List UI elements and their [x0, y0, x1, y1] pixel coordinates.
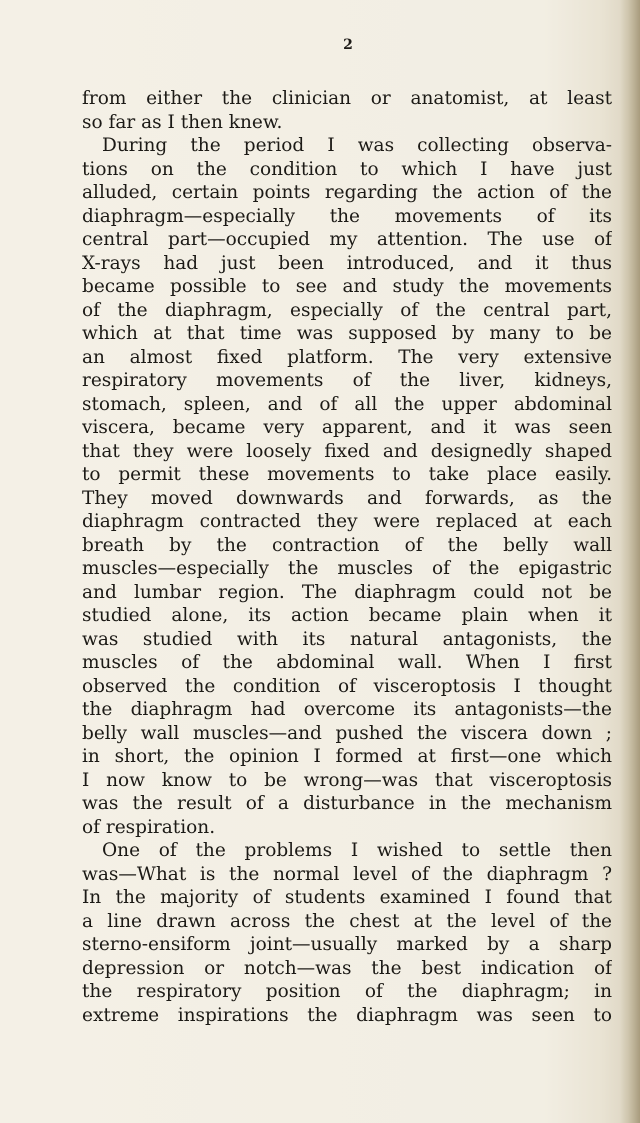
text-line: muscles—especially the muscles of the epigastric [82, 558, 612, 579]
text-line: tions on the condition to which I have just [82, 158, 612, 180]
text-line: muscles of the abdominal wall. When I first [82, 652, 612, 673]
text-line: diaphragm contracted they were replaced at each [82, 511, 612, 532]
text-line: a line drawn across the chest at the level of the [82, 910, 612, 932]
text-line: extreme inspirations the diaphragm was seen to [82, 1004, 612, 1026]
text-line: breath by the contraction of the belly wall [82, 534, 612, 556]
text-line: central part—occupied my attention. The use of [82, 229, 612, 250]
text-line: from either the clinician or anatomist, at least [82, 88, 612, 109]
text-line: which at that time was supposed by many to be [82, 323, 612, 344]
text-line: of the diaphragm, especially of the central part, [82, 299, 612, 321]
text-line: respiratory movements of the liver, kidneys, [82, 370, 612, 391]
body-text [82, 87, 612, 1027]
text-line: During the period I was collecting observa- [102, 135, 612, 156]
text-line: I now know to be wrong—was that visceroptosis [82, 769, 612, 791]
text-line: so far as I then knew. [82, 111, 283, 133]
text-line: X-rays had just been introduced, and it thus [82, 252, 612, 274]
text-line: an almost fixed platform. The very extensive [82, 346, 612, 368]
text-line: They moved downwards and forwards, as the [82, 487, 612, 509]
text-line: was—What is the normal level of the diaphragm ? [82, 863, 612, 885]
text-line: alluded, certain points regarding the action of the [82, 182, 612, 203]
text-line: that they were loosely fixed and designedly shaped [82, 440, 612, 462]
text-line: diaphragm—especially the movements of its [82, 205, 612, 227]
text-line: became possible to see and study the movements [82, 276, 612, 297]
page-binding-edge [620, 0, 640, 1123]
text-line: was studied with its natural antagonists, the [82, 628, 612, 650]
text-line: studied alone, its action became plain when it [82, 605, 612, 626]
text-line: In the majority of students examined I found that [82, 887, 612, 908]
text-line: depression or notch—was the best indication of [82, 957, 612, 979]
text-line: stomach, spleen, and of all the upper abdominal [82, 393, 612, 415]
text-line: viscera, became very apparent, and it was seen [82, 417, 612, 438]
text-line: was the result of a disturbance in the mechanism [82, 793, 612, 814]
text-line: of respiration. [82, 816, 216, 838]
text-line: and lumbar region. The diaphragm could not be [82, 581, 612, 603]
text-line: in short, the opinion I formed at first—one which [82, 746, 612, 767]
text-line: observed the condition of visceroptosis I thought [82, 675, 612, 697]
text-line: the diaphragm had overcome its antagonists—the [82, 699, 612, 720]
text-line: the respiratory position of the diaphragm; in [82, 981, 612, 1002]
text-line: sterno-ensiform joint—usually marked by a sharp [82, 934, 612, 955]
page-number: 2 [343, 37, 353, 53]
text-line: One of the problems I wished to settle then [102, 840, 612, 861]
text-line: belly wall muscles—and pushed the viscera down ; [82, 722, 612, 744]
text-line: to permit these movements to take place easily. [82, 464, 612, 485]
